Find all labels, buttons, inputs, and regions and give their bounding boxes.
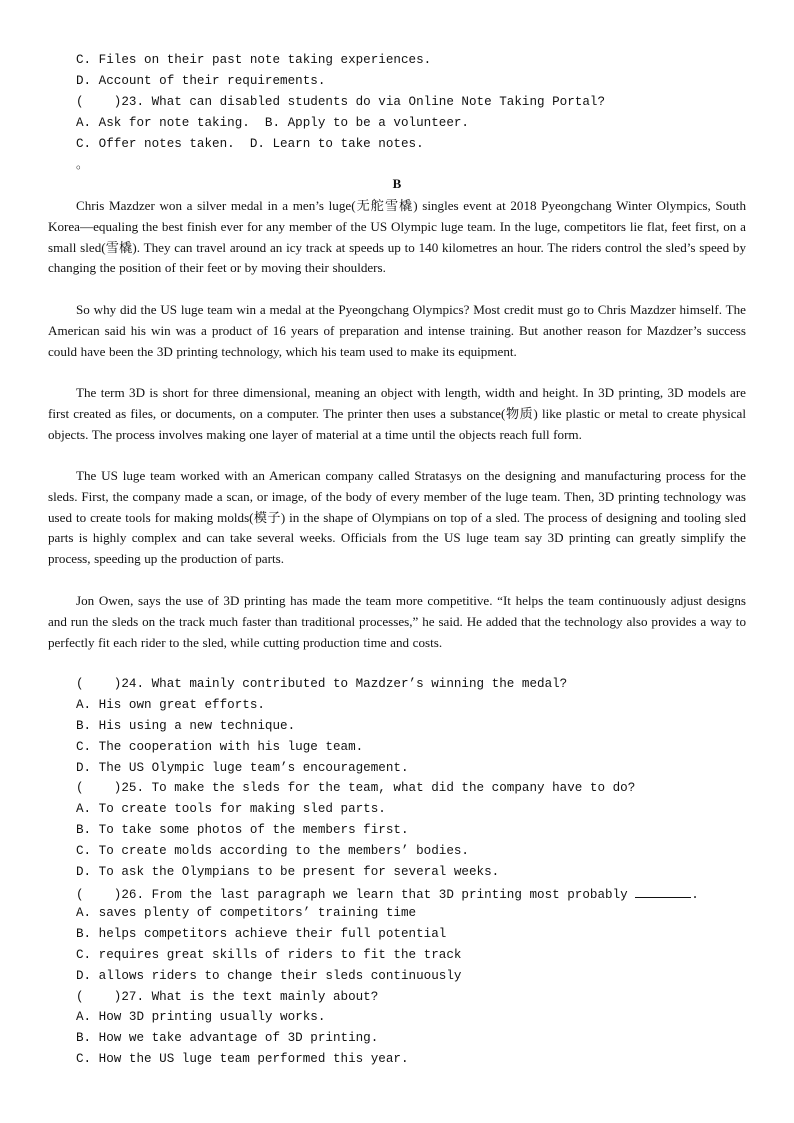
question-25-stem: ( )25. To make the sleds for the team, what did the company have to do? [76,781,636,795]
question-27-option-c: C. How the US luge team performed this year. [76,1052,409,1066]
question-26-option-a: A. saves plenty of competitors’ training time [76,906,417,920]
question-24-option-b: B. His using a new technique. [76,719,296,733]
question-26-stem [76,885,699,903]
passage-paragraph-5: Jon Owen, says the use of 3D printing has made the team more competitive. “It helps the team continuously adjust designs and run the sleds on the track much faster than traditional processes,” he said. He added that the technology also provides a way to perfectly fit each rider to the sled, while cutting production time and costs. [48,593,746,650]
question-27-stem: ( )27. What is the text mainly about? [76,990,379,1004]
question-26-stem-end: . [691,888,699,902]
question-24-stem: ( )24. What mainly contributed to Mazdzer’s winning the medal? [76,677,568,691]
question-25-option-b: B. To take some photos of the members first. [76,823,409,837]
question-25-option-d: D. To ask the Olympians to be present for several weeks. [76,865,500,879]
passage-paragraph-2: So why did the US luge team win a medal at the Pyeongchang Olympics? Most credit must go to Chris Mazdzer himself. The American said his win was a product of 16 years of preparation and intense training. But another reason for Mazdzer’s success could have been the 3D printing technology, which his team used to make its equipment. [48,302,746,359]
question-26-stem-text: ( )26. From the last paragraph we learn that 3D printing most probably [76,888,636,902]
passage-paragraph-3: The term 3D is short for three dimensional, meaning an object with length, width and height. In 3D printing, 3D models are first created as files, or documents, on a computer. The printer then uses a substance(物质) like plastic or metal to create physical objects. The process involves making one layer of material at a time until the objects reach full form. [48,385,746,442]
option-d-prev: D. Account of their requirements. [76,74,326,88]
question-26-option-b: B. helps competitors achieve their full potential [76,927,447,941]
stray-punctuation: 。 [76,158,89,172]
question-27-option-a: A. How 3D printing usually works. [76,1010,326,1024]
option-c-prev: C. Files on their past note taking experiences. [76,53,432,67]
question-24-option-d: D. The US Olympic luge team’s encouragement. [76,761,409,775]
answer-blank [635,885,691,898]
passage-paragraph-1: Chris Mazdzer won a silver medal in a men’s luge(无舵雪橇) singles event at 2018 Pyeongchang Winter Olympics, South Korea—equaling the best finish ever for any member of the US Olympic luge team. In the luge, competitors lie flat, feet first, on a small sled(雪橇). They can travel around an icy track at speeds up to 140 kilometres an hour. The riders control the sled’s speed by changing the position of their feet or by moving their shoulders. [48,198,746,276]
section-title: B [392,176,402,191]
passage-paragraph-4: The US luge team worked with an American company called Stratasys on the designing and manufacturing process for the sleds. First, the company made a scan, or image, of the body of every member of the luge team. Then, 3D printing technology was used to create tools for making molds(模子) in the shape of Olympians on top of a sled. The process of designing and tooling sled parts is highly complex and can take several weeks. Officials from the US luge team say 3D printing can greatly simplify the process, speeding up the production of parts. [48,468,746,567]
question-23-options-ab: A. Ask for note taking. B. Apply to be a volunteer. [76,116,469,130]
question-27-option-b: B. How we take advantage of 3D printing. [76,1031,379,1045]
question-25-option-a: A. To create tools for making sled parts. [76,802,386,816]
question-23-stem: ( )23. What can disabled students do via Online Note Taking Portal? [76,95,606,109]
question-23-options-cd: C. Offer notes taken. D. Learn to take notes. [76,137,424,151]
question-25-option-c: C. To create molds according to the members’ bodies. [76,844,469,858]
question-26-option-d: D. allows riders to change their sleds continuously [76,969,462,983]
question-26-option-c: C. requires great skills of riders to fit the track [76,948,462,962]
question-24-option-c: C. The cooperation with his luge team. [76,740,364,754]
question-24-option-a: A. His own great efforts. [76,698,265,712]
